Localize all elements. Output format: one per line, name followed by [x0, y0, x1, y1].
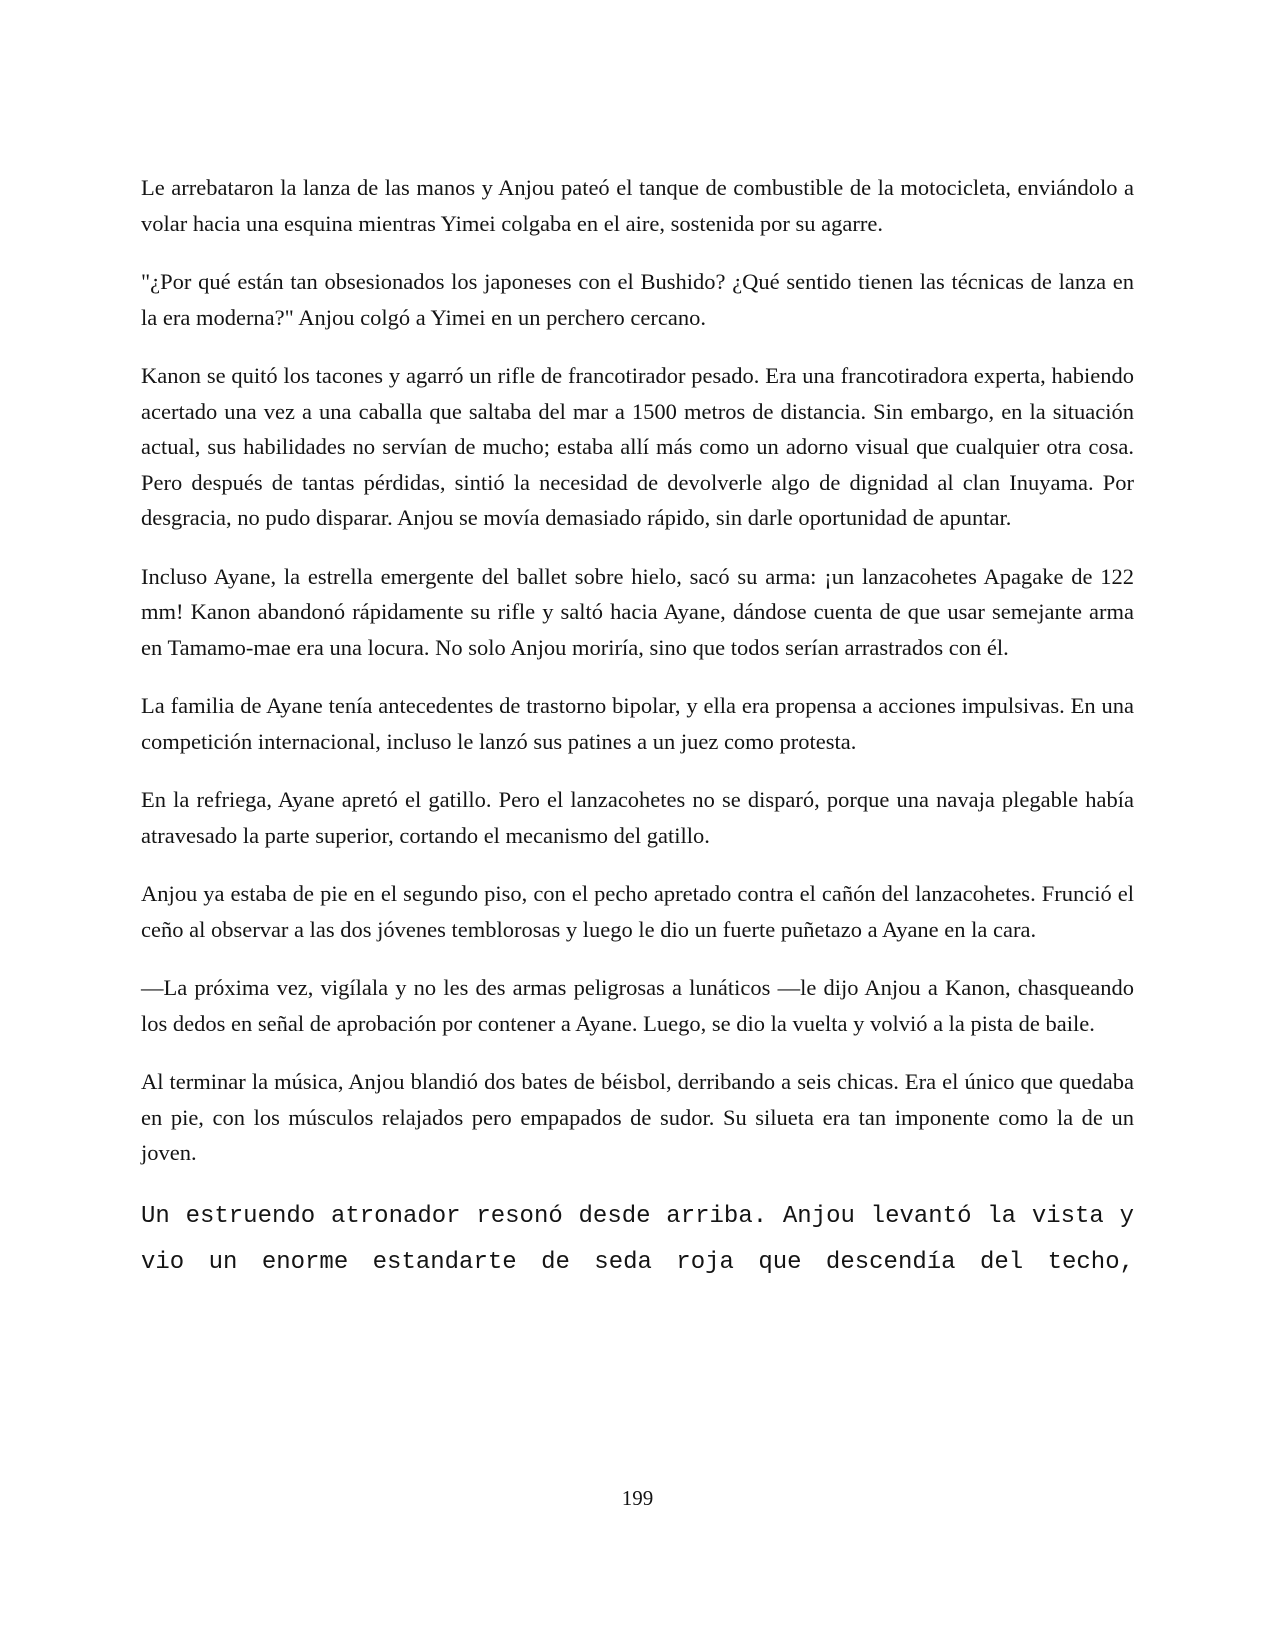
paragraph-4: Incluso Ayane, la estrella emergente del ballet sobre hielo, sacó su arma: ¡un lanzacohetes Apagake de 122 mm! Kanon abandonó rápidamente su rifle y saltó hacia Ayane, dándose cuenta de que usar semejante arma en Tamamo-mae era una locura. No solo Anjou moriría, sino que todos serían arrastrados con él.: [141, 563, 1134, 660]
paragraph-2: "¿Por qué están tan obsesionados los japoneses con el Bushido? ¿Qué sentido tienen las técnicas de lanza en la era moderna?" Anjou colgó a Yimei en un perchero cercano.: [141, 269, 1134, 330]
paragraph-6: En la refriega, Ayane apretó el gatillo. Pero el lanzacohetes no se disparó, porque una navaja plegable había atravesado la parte superior, cortando el mecanismo del gatillo.: [141, 787, 1134, 848]
paragraph-3: Kanon se quitó los tacones y agarró un rifle de francotirador pesado. Era una francotiradora experta, habiendo acertado una vez a una caballa que saltaba del mar a 1500 metros de distancia. Sin embargo, en la situación actual, sus habilidades no servían de mucho; estaba allí más como un adorno visual que cualquier otra cosa. Pero después de tantas pérdidas, sintió la necesidad de devolverle algo de dignidad al clan Inuyama. Por desgracia, no pudo disparar. Anjou se movía demasiado rápido, sin darle oportunidad de apuntar.: [141, 363, 1134, 530]
page-content: [141, 170, 1134, 1286]
paragraph-8: —La próxima vez, vigílala y no les des armas peligrosas a lunáticos —le dijo Anjou a Kanon, chasqueando los dedos en señal de aprobación por contener a Ayane. Luego, se dio la vuelta y volvió a la pista de baile.: [141, 975, 1134, 1036]
page-number: 199: [621, 1486, 654, 1510]
paragraph-9: Al terminar la música, Anjou blandió dos bates de béisbol, derribando a seis chicas. Era el único que quedaba en pie, con los músculos relajados pero empapados de sudor. Su silueta era tan imponente como la de un joven.: [141, 1069, 1134, 1165]
paragraph-10: Un estruendo atronador resonó desde arriba. Anjou levantó la vista y vio un enorme estandarte de seda roja que descendía del techo,: [141, 1202, 1134, 1276]
paragraph-1: Le arrebataron la lanza de las manos y Anjou pateó el tanque de combustible de la motocicleta, enviándolo a volar hacia una esquina mientras Yimei colgaba en el aire, sostenida por su agarre.: [141, 175, 1134, 236]
paragraph-5: La familia de Ayane tenía antecedentes de trastorno bipolar, y ella era propensa a acciones impulsivas. En una competición internacional, incluso le lanzó sus patines a un juez como protesta.: [141, 693, 1134, 754]
paragraph-7: Anjou ya estaba de pie en el segundo piso, con el pecho apretado contra el cañón del lanzacohetes. Frunció el ceño al observar a las dos jóvenes temblorosas y luego le dio un fuerte puñetazo a Ayane en la cara.: [141, 881, 1134, 942]
